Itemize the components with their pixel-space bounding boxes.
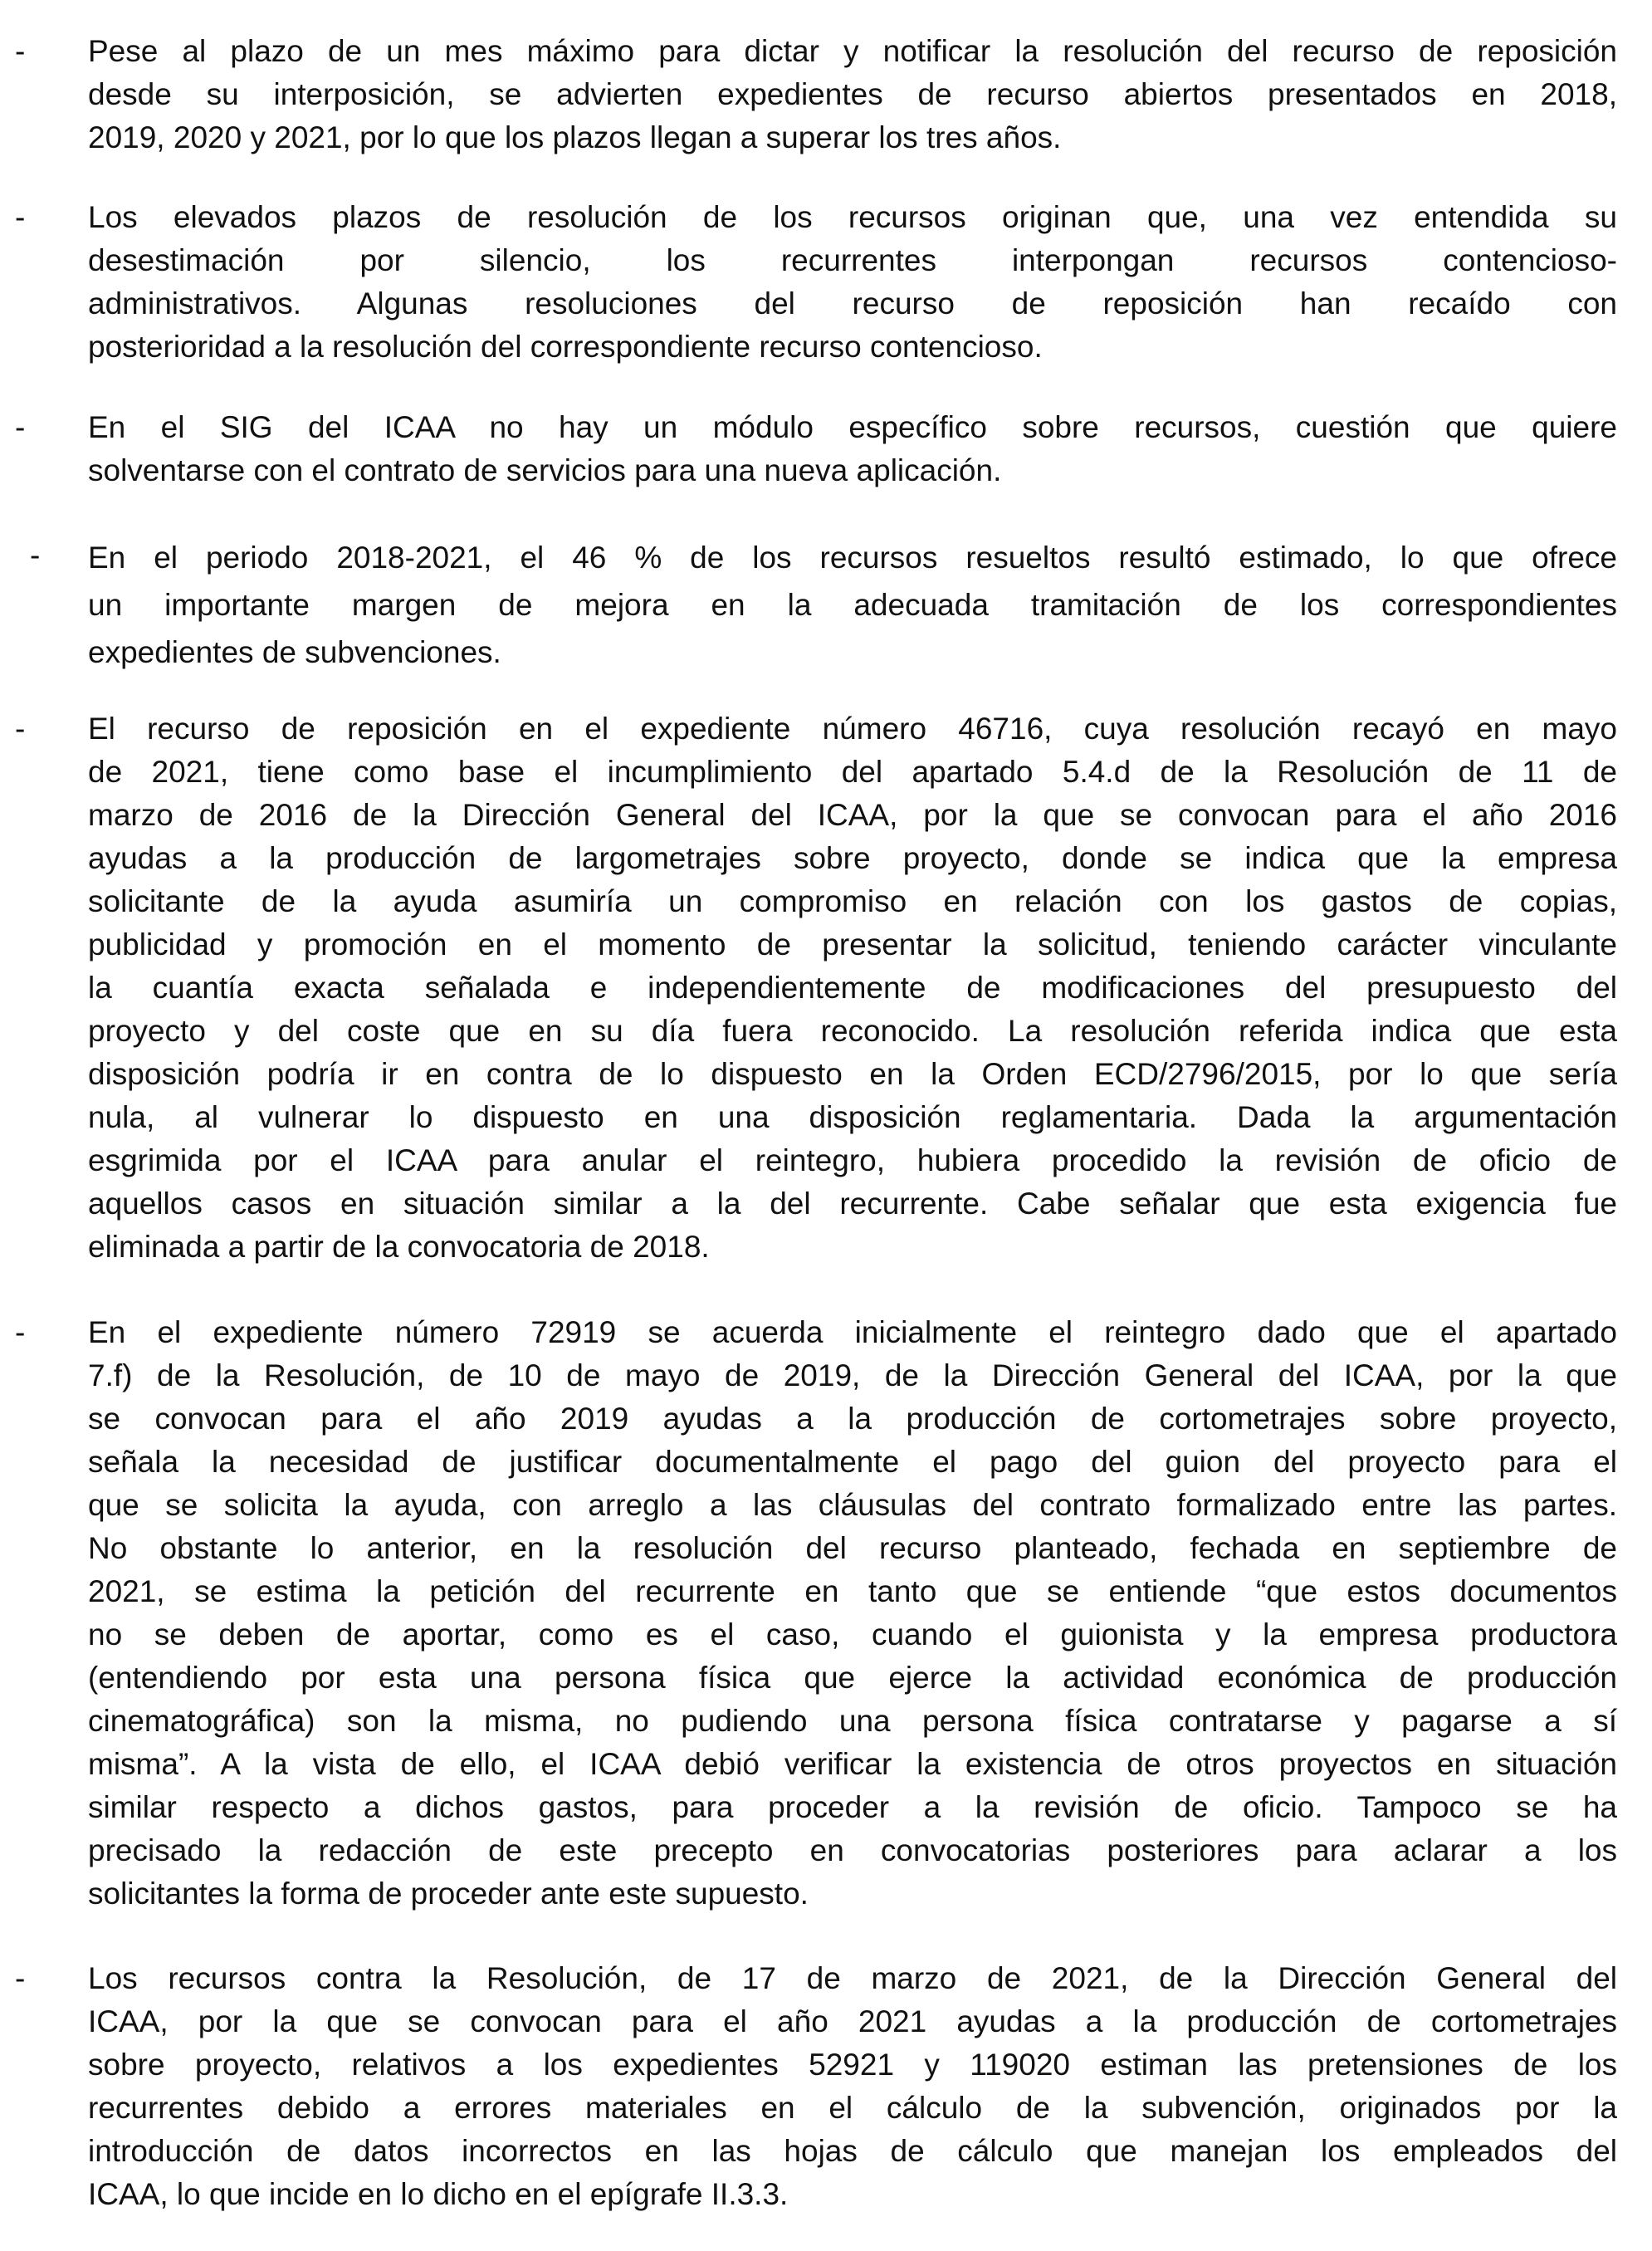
text-line: solicitante de la ayuda asumiría un compromiso en relación con los gastos de copias, <box>88 884 1617 918</box>
text-line: eliminada a partir de la convocatoria de 2018. <box>88 1230 710 1264</box>
paragraph-text <box>88 1311 1617 1916</box>
text-line: desestimación por silencio, los recurrentes interpongan recursos contencioso- <box>88 243 1617 277</box>
text-line: esgrimida por el ICAA para anular el reintegro, hubiera procedido la revisión de oficio de <box>88 1143 1617 1177</box>
text-line: Los elevados plazos de resolución de los recursos originan que, una vez entendida su <box>88 200 1617 234</box>
bullet-dash: - <box>15 712 26 746</box>
text-line: marzo de 2016 de la Dirección General del ICAA, por la que se convocan para el año 2016 <box>88 798 1617 832</box>
bullet-dash: - <box>15 34 26 68</box>
text-line: No obstante lo anterior, en la resolución del recurso planteado, fechada en septiembre de <box>88 1531 1617 1565</box>
text-line: recurrentes debido a errores materiales en el cálculo de la subvención, originados por la <box>88 2091 1617 2125</box>
text-line: ayudas a la producción de largometrajes sobre proyecto, donde se indica que la empresa <box>88 841 1617 875</box>
bullet-dash: - <box>30 538 41 572</box>
paragraph-text <box>88 1957 1617 2216</box>
text-line: señala la necesidad de justificar documentalmente el pago del guion del proyecto para el <box>88 1445 1617 1479</box>
text-line: ICAA, lo que incide en lo dicho en el epígrafe II.3.3. <box>88 2177 789 2211</box>
text-line: 2021, se estima la petición del recurrente en tanto que se entiende “que estos documentos <box>88 1574 1617 1608</box>
text-line: solventarse con el contrato de servicios para una nueva aplicación. <box>88 453 1002 487</box>
text-line: sobre proyecto, relativos a los expedientes 52921 y 119020 estiman las pretensiones de los <box>88 2048 1617 2082</box>
text-line: posterioridad a la resolución del correspondiente recurso contencioso. <box>88 330 1043 364</box>
text-line: administrativos. Algunas resoluciones del recurso de reposición han recaído con <box>88 286 1617 321</box>
text-line: solicitantes la forma de proceder ante este supuesto. <box>88 1877 809 1911</box>
text-line: no se deben de aportar, como es el caso, cuando el guionista y la empresa productora <box>88 1617 1617 1652</box>
text-line: introducción de datos incorrectos en las hojas de cálculo que manejan los empleados del <box>88 2134 1617 2168</box>
paragraph-text <box>88 406 1617 492</box>
paragraph-text <box>88 30 1617 159</box>
text-line: 7.f) de la Resolución, de 10 de mayo de 2019, de la Dirección General del ICAA, por la que <box>88 1358 1617 1392</box>
text-line: se convocan para el año 2019 ayudas a la producción de cortometrajes sobre proyecto, <box>88 1402 1617 1436</box>
text-line: Los recursos contra la Resolución, de 17 de marzo de 2021, de la Dirección General del <box>88 1961 1617 1995</box>
paragraph-text <box>88 196 1617 369</box>
text-line: ICAA, por la que se convocan para el año 2021 ayudas a la producción de cortometrajes <box>88 2004 1617 2038</box>
bullet-dash: - <box>15 200 26 234</box>
text-line: nula, al vulnerar lo dispuesto en una disposición reglamentaria. Dada la argumentación <box>88 1100 1617 1134</box>
text-line: la cuantía exacta señalada e independientemente de modificaciones del presupuesto del <box>88 971 1617 1005</box>
text-line: En el SIG del ICAA no hay un módulo específico sobre recursos, cuestión que quiere <box>88 410 1617 444</box>
text-line: desde su interposición, se advierten expedientes de recurso abiertos presentados en 2018, <box>88 77 1617 111</box>
bullet-dash: - <box>15 410 26 444</box>
text-line: (entendiendo por esta una persona física que ejerce la actividad económica de producción <box>88 1661 1617 1695</box>
text-line: publicidad y promoción en el momento de presentar la solicitud, teniendo carácter vinculante <box>88 927 1617 962</box>
text-line: un importante margen de mejora en la adecuada tramitación de los correspondientes <box>88 588 1617 622</box>
text-line: En el periodo 2018-2021, el 46 % de los recursos resueltos resultó estimado, lo que ofrece <box>88 541 1617 575</box>
text-line: En el expediente número 72919 se acuerda inicialmente el reintegro dado que el apartado <box>88 1315 1617 1349</box>
text-line: similar respecto a dichos gastos, para proceder a la revisión de oficio. Tampoco se ha <box>88 1790 1617 1824</box>
text-line: misma”. A la vista de ello, el ICAA debió verificar la existencia de otros proyectos en situación <box>88 1747 1617 1781</box>
text-line: precisado la redacción de este precepto en convocatorias posteriores para aclarar a los <box>88 1833 1617 1867</box>
text-line: El recurso de reposición en el expediente número 46716, cuya resolución recayó en mayo <box>88 712 1617 746</box>
text-line: Pese al plazo de un mes máximo para dictar y notificar la resolución del recurso de reposición <box>88 34 1617 68</box>
bullet-dash: - <box>15 1961 26 1995</box>
text-line: 2019, 2020 y 2021, por lo que los plazos llegan a superar los tres años. <box>88 120 1062 154</box>
bullet-dash: - <box>15 1315 26 1349</box>
text-line: que se solicita la ayuda, con arreglo a las cláusulas del contrato formalizado entre las partes. <box>88 1488 1617 1522</box>
text-line: cinematográfica) son la misma, no pudiendo una persona física contratarse y pagarse a sí <box>88 1704 1617 1738</box>
text-line: proyecto y del coste que en su día fuera reconocido. La resolución referida indica que esta <box>88 1014 1617 1048</box>
paragraph-text <box>88 707 1617 1269</box>
paragraph-text <box>88 534 1617 676</box>
text-line: expedientes de subvenciones. <box>88 635 501 669</box>
text-line: aquellos casos en situación similar a la del recurrente. Cabe señalar que esta exigencia fue <box>88 1187 1617 1221</box>
text-line: de 2021, tiene como base el incumplimiento del apartado 5.4.d de la Resolución de 11 de <box>88 755 1617 789</box>
text-line: disposición podría ir en contra de lo dispuesto en la Orden ECD/2796/2015, por lo que sería <box>88 1057 1617 1091</box>
